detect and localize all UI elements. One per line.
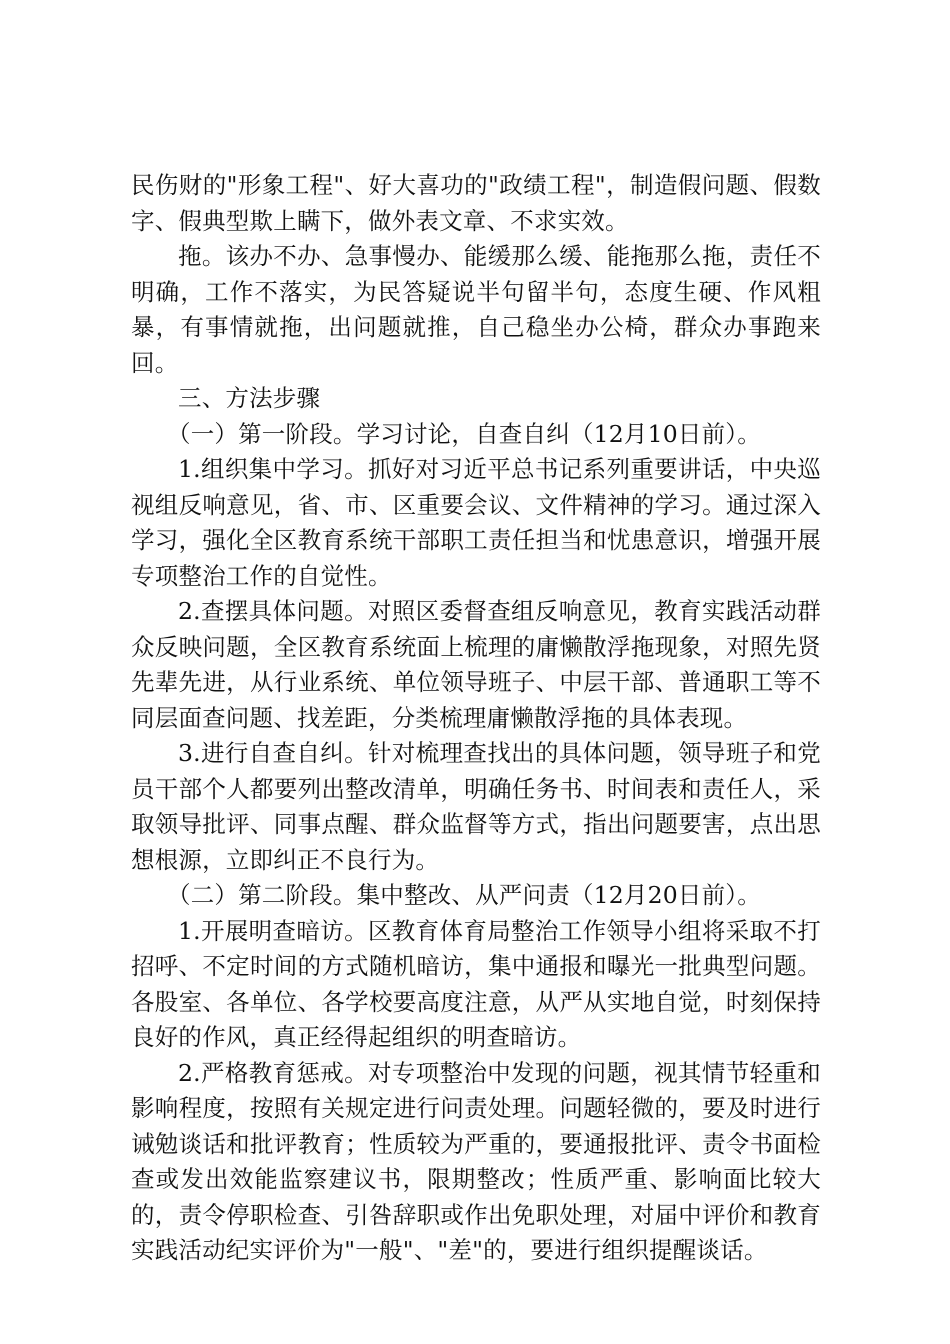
stage-two-item-2: 2.严格教育惩戒。对专项整治中发现的问题，视其情节轻重和影响程度，按照有关规定进行问责处理。问题轻微的，要及时进行诫勉谈话和批评教育；性质较为严重的，要通报批评、责令书面检查或发出效能监察建议书，限期整改；性质严重、影响面比较大的，责令停职检查、引咎辞职或作出免职处理，对届中评价和教育实践活动纪实评价为"一般"、"差"的，要进行组织提醒谈话。 (131, 1058, 821, 1264)
stage-one-item-3: 3.进行自查自纠。针对梳理查找出的具体问题，领导班子和党员干部个人都要列出整改清单，明确任务书、时间表和责任人，采取领导批评、同事点醒、群众监督等方式，指出问题要害，点出思想根源，立即纠正不良行为。 (131, 739, 821, 874)
section-heading-methods: 三、方法步骤 (178, 384, 321, 412)
paragraph-drag-definition: 拖。该办不办、急事慢办、能缓那么缓、能拖那么拖，责任不明确，工作不落实，为民答疑说半句留半句，态度生硬、作风粗暴，有事情就拖，出问题就推，自己稳坐办公椅，群众办事跑来回。 (131, 242, 821, 377)
paragraph-continuation: 民伤财的"形象工程"、好大喜功的"政绩工程"，制造假问题、假数字、假典型欺上瞒下，做外表文章、不求实效。 (131, 171, 821, 235)
stage-one-heading: （一）第一阶段。学习讨论，自查自纠（12月10日前）。 (167, 419, 761, 448)
stage-one-item-2: 2.查摆具体问题。对照区委督查组反响意见，教育实践活动群众反映问题，全区教育系统面上梳理的庸懒散浮拖现象，对照先贤先辈先进，从行业系统、单位领导班子、中层干部、普通职工等不同层面查问题、找差距，分类梳理庸懒散浮拖的具体表现。 (131, 597, 821, 732)
document-body (131, 168, 821, 1269)
stage-one-item-1: 1.组织集中学习。抓好对习近平总书记系列重要讲话，中央巡视组反响意见，省、市、区重要会议、文件精神的学习。通过深入学习，强化全区教育系统干部职工责任担当和忧患意识，增强开展专项整治工作的自觉性。 (131, 455, 821, 590)
stage-two-item-1: 1.开展明查暗访。区教育体育局整治工作领导小组将采取不打招呼、不定时间的方式随机暗访，集中通报和曝光一批典型问题。各股室、各单位、各学校要高度注意，从严从实地自觉，时刻保持良好的作风，真正经得起组织的明查暗访。 (131, 916, 821, 1051)
stage-two-heading: （二）第二阶段。集中整改、从严问责（12月20日前）。 (167, 881, 761, 909)
